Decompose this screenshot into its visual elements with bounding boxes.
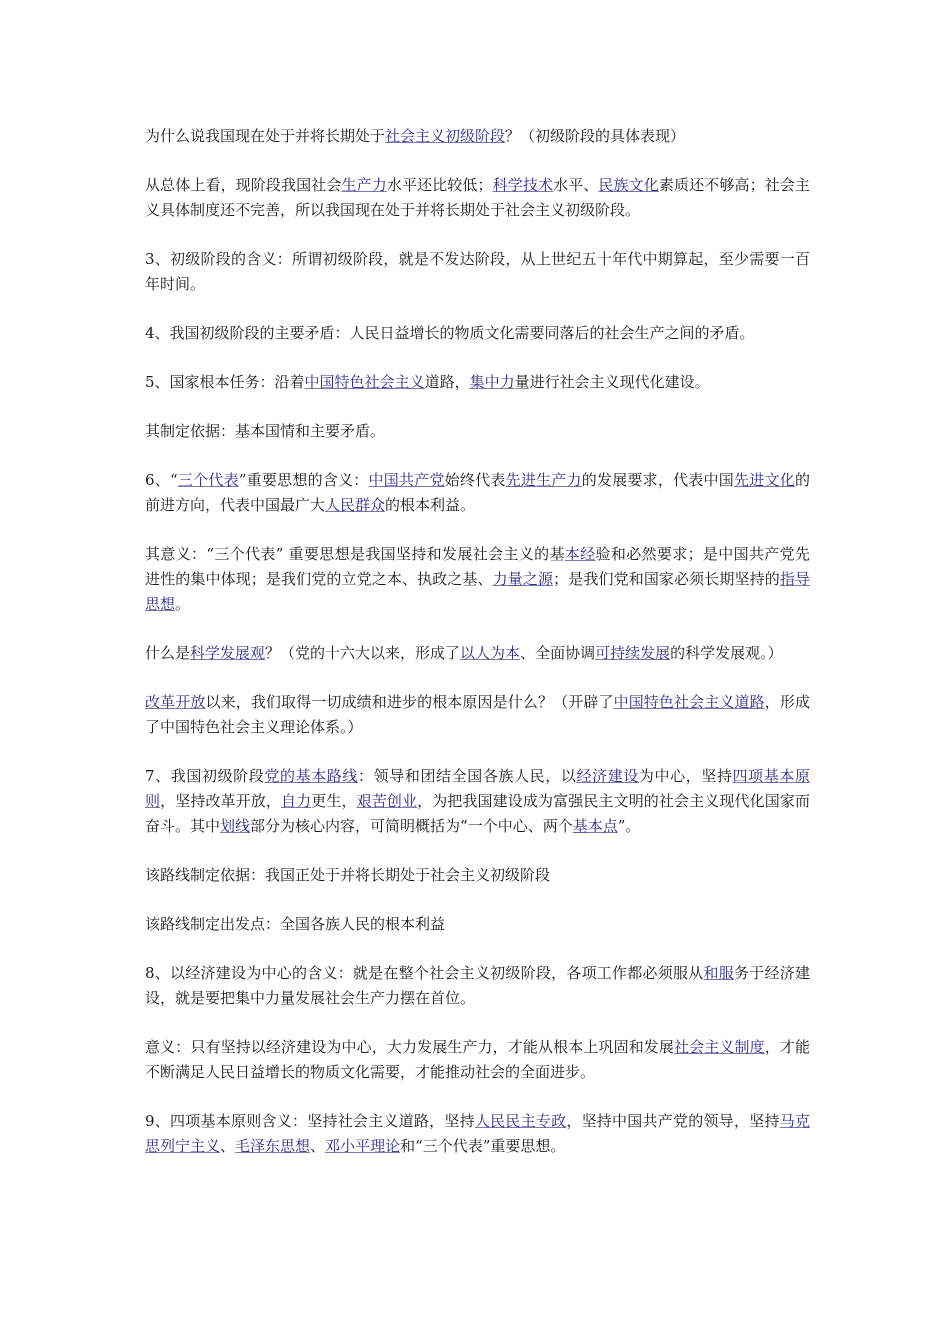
inline-link[interactable]: 邓小平理论 [325,1137,401,1155]
paragraph-text: 。 [175,595,191,613]
inline-link[interactable]: 人民民主专政 [474,1112,567,1130]
paragraph [145,321,810,346]
paragraph-text: 3、初级阶段的含义：所谓初级阶段，就是不发达阶段，从上世纪五十年代中期算起，至少需要一百年时间。 [145,250,810,293]
paragraph-text: 验和必然要求；是中国共产党先进性的集中体现；是我们党的立党之本、执政之基、 [145,545,810,588]
paragraph-text: ，才能不断满足人民日益增长的物质文化需要，才能推动社会的全面进步。 [145,1038,810,1081]
inline-link[interactable]: 自力 [281,792,312,810]
paragraph-text: 为中心，坚持 [638,767,733,785]
paragraph-text: 该路线制定依据：我国正处于并将长期处于社会主义初级阶段 [145,866,551,884]
inline-link[interactable]: 三个代表 [177,471,239,489]
paragraph-text: 4、我国初级阶段的主要矛盾：人民日益增长的物质文化需要同落后的社会生产之间的矛盾。 [145,324,755,342]
inline-link[interactable]: 改革开放 [145,693,206,711]
paragraph-text: ？（党的十六大以来，形成了 [265,644,461,662]
paragraph-text: 部分为核心内容，可简明概括为“一个中心、两个 [250,817,573,835]
paragraph-text: 什么是 [145,644,191,662]
inline-link[interactable]: 力量之源 [492,570,554,588]
paragraph-text: 其意义：“三个代表” 重要思想是我国坚持和发展社会主义的基 [145,545,565,563]
paragraph-text: 务于经济建设，就是要把集中力量发展社会生产力摆在首位。 [145,964,810,1007]
paragraph [145,641,810,666]
paragraph-text: 为什么说我国现在处于并将长期处于 [145,127,386,145]
paragraph-text: 6、“ [145,471,178,489]
inline-link[interactable]: 中国特色社会主义 [304,373,425,391]
paragraph-text: ”重要思想的含义： [238,471,369,489]
inline-link[interactable]: 党的基本路线 [264,767,359,785]
paragraph-text: 该路线制定出发点：全国各族人民的根本利益 [145,915,446,933]
paragraph-text: 道路， [424,373,470,391]
paragraph [145,542,810,617]
paragraph-text: 以来，我们取得一切成绩和进步的根本原因是什么？（开辟了 [205,693,614,711]
inline-link[interactable]: 人民群众 [325,496,386,514]
paragraph-text: 的发展要求，代表中国 [581,471,735,489]
paragraph-text: 素质还不够高；社会主义具体制度还不完善，所以我国现在处于并将长期处于社会主义初级阶段。 [145,176,810,219]
paragraph-text: 7、我国初级阶段 [145,767,265,785]
paragraph [145,961,810,1011]
inline-link[interactable]: 生产力 [341,176,387,194]
paragraph [145,1035,810,1085]
paragraph [145,468,810,518]
inline-link[interactable]: 科学技术 [492,176,554,194]
paragraph-text: 5、国家根本任务：沿着 [145,373,305,391]
paragraph-text: ，为把我国建设成为富强民主文明的社会主义现代化国家而奋斗。其中 [145,792,810,835]
paragraph-text: ，坚持中国共产党的领导，坚持 [566,1112,780,1130]
inline-link[interactable]: 和服 [703,964,734,982]
inline-link[interactable]: 以人为本 [460,644,521,662]
paragraph-text: 量进行社会主义现代化建设。 [514,373,710,391]
paragraph-text: 的科学发展观。） [670,644,783,662]
paragraph-text: 的根本利益。 [385,496,476,514]
inline-link[interactable]: 艰苦创业 [356,792,418,810]
paragraph-text: 的前进方向，代表中国最广大 [145,471,810,514]
paragraph-text: 和“三个代表”重要思想。 [400,1137,566,1155]
paragraph-text: 始终代表 [444,471,506,489]
document-page [145,124,810,1183]
paragraph-text: ，形成了中国特色社会主义理论体系。） [145,693,810,736]
inline-link[interactable]: 社会主义初级阶段 [385,127,506,145]
paragraph [145,1109,810,1159]
inline-link[interactable]: 民族文化 [598,176,659,194]
inline-link[interactable]: 可持续发展 [595,644,671,662]
paragraph [145,247,810,297]
paragraph-text: 水平、 [553,176,599,194]
paragraph-text: 8、以经济建设为中心的含义：就是在整个社会主义初级阶段，各项工作都必须服从 [145,964,704,982]
paragraph-text: 意义：只有坚持以经济建设为中心，大力发展生产力，才能从根本上巩固和发展 [145,1038,675,1056]
inline-link[interactable]: 中国特色社会主义道路 [613,693,765,711]
paragraph [145,863,810,888]
inline-link[interactable]: 指导思想 [145,570,810,613]
paragraph [145,764,810,839]
paragraph-text: 、 [220,1137,236,1155]
paragraph-text: ，坚持改革开放， [160,792,282,810]
inline-link[interactable]: 本经 [564,545,596,563]
inline-link[interactable]: 先进生产力 [505,471,582,489]
paragraph-text: 水平还比较低； [386,176,493,194]
inline-link[interactable]: 马克思列宁主义 [145,1112,810,1155]
inline-link[interactable]: 划线 [220,817,251,835]
paragraph [145,419,810,444]
paragraph [145,124,810,149]
paragraph-text: 从总体上看，现阶段我国社会 [145,176,342,194]
inline-link[interactable]: 经济建设 [576,767,639,785]
paragraph-text: 9、四项基本原则含义：坚持社会主义道路，坚持 [145,1112,475,1130]
paragraph-text: ？（初级阶段的具体表现） [505,127,686,145]
inline-link[interactable]: 科学发展观 [190,644,266,662]
inline-link[interactable]: 四项基本原则 [145,767,810,810]
inline-link[interactable]: 基本点 [572,817,618,835]
paragraph [145,690,810,740]
paragraph-text: ：领导和团结全国各族人民，以 [358,767,577,785]
paragraph [145,173,810,223]
paragraph [145,912,810,937]
paragraph-text: ；是我们党和国家必须长期坚持的 [553,570,780,588]
paragraph-text: 更生， [311,792,357,810]
inline-link[interactable]: 社会主义制度 [674,1038,765,1056]
inline-link[interactable]: 中国共产党 [368,471,445,489]
paragraph-text: 其制定依据：基本国情和主要矛盾。 [145,422,386,440]
paragraph [145,370,810,395]
paragraph-text: 、全面协调 [520,644,596,662]
paragraph-text: 、 [310,1137,326,1155]
inline-link[interactable]: 毛泽东思想 [235,1137,311,1155]
inline-link[interactable]: 先进文化 [734,471,795,489]
paragraph-text: ”。 [617,817,641,835]
inline-link[interactable]: 集中力 [469,373,515,391]
